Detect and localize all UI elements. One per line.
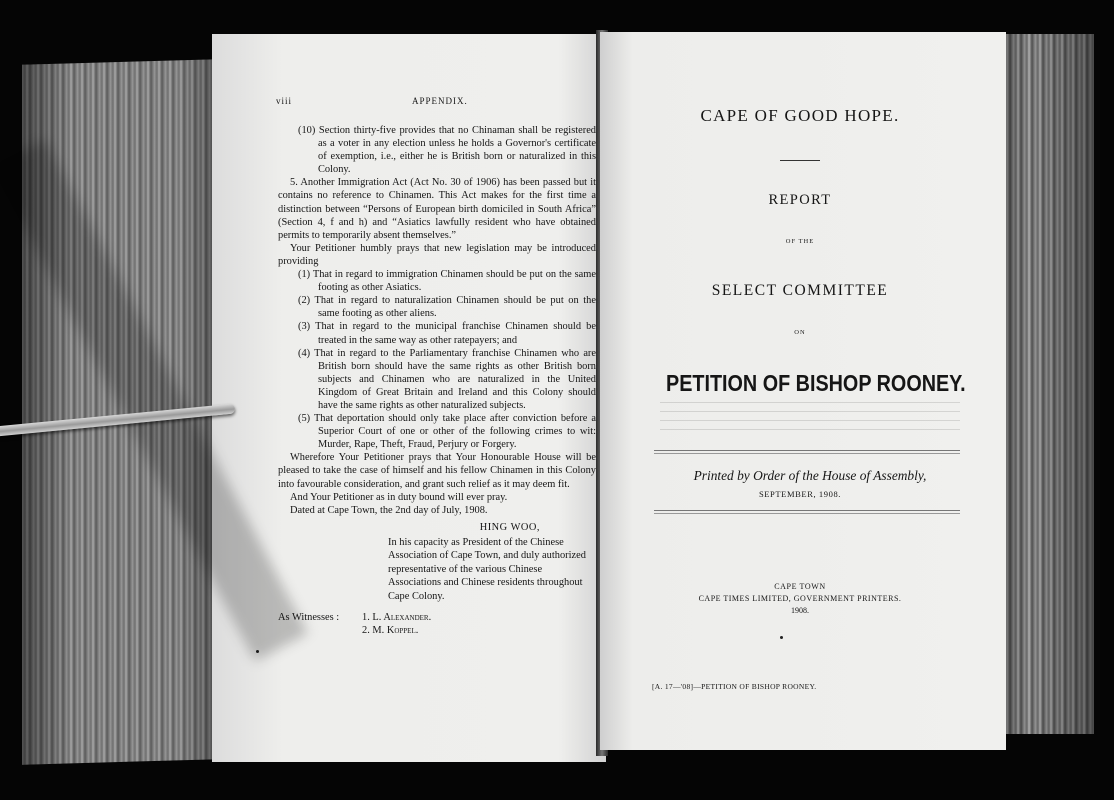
double-rule-bottom-inner	[654, 513, 960, 514]
left-page	[212, 34, 606, 762]
petition-text	[278, 124, 596, 517]
page-speck	[780, 636, 783, 639]
signature-capacity: In his capacity as President of the Chinese Association of Cape Town, and duly authorized representative of the various Chinese Associations and Chinese residents throughout Cape Colony.	[388, 536, 586, 602]
double-rule-bottom	[654, 510, 960, 511]
petition-clause: (4) That in regard to the Parliamentary franchise Chinamen who are British born should have the same rights as other British born subjects and Chinamen who are naturalized in the United Kingdom of Great Britain and Ireland and this Colony should have the same rights as other naturalized subjects.	[298, 347, 596, 411]
printed-by-line: Printed by Order of the House of Assembly,	[693, 468, 927, 483]
publication-date: SEPTEMBER, 1908.	[758, 489, 842, 499]
on-label: ON	[794, 329, 806, 336]
witness-2: 2. M. Koppel.	[362, 625, 419, 637]
imprint-year: 1908.	[791, 606, 809, 615]
petition-clause: (3) That in regard to the municipal franchise Chinamen should be treated in the same way as other ratepayers; and	[298, 321, 596, 346]
witness-label: As Witnesses :	[278, 611, 340, 623]
right-page-edges	[1002, 34, 1094, 734]
left-page-body	[278, 124, 596, 637]
committee-heading: SELECT COMMITTEE	[711, 282, 889, 299]
page-footer: [A. 17—'08]—PETITION OF BISHOP ROONEY.	[652, 682, 817, 691]
page-number: viii	[276, 96, 293, 106]
title-page	[630, 32, 970, 750]
petition-paragraph: Dated at Cape Town, the 2nd day of July, 1908.	[290, 504, 488, 516]
petition-paragraph: 5. Another Immigration Act (Act No. 30 of 1906) has been passed but it contains no reference to Chinamen. This Act makes for the first time a distinction between “Persons of European birth domiciled in South Africa” (Section 4, f and h) and “Asiatics lawfully resident who have obtained permits to temporarily absent themselves.”	[278, 177, 596, 241]
petition-clause: (5) That deportation should only take place after conviction before a Superior Court of one or other of the following crimes to wit: Murder, Rape, Theft, Fraud, Perjury or Forgery.	[298, 413, 596, 451]
petition-paragraph: Your Petitioner humbly prays that new legislation may be introduced providing	[278, 242, 596, 267]
colony-title: CAPE OF GOOD HOPE.	[700, 106, 900, 125]
right-page	[600, 32, 1006, 750]
petition-paragraph: Wherefore Your Petitioner prays that Your Honourable House will be pleased to take the case of himself and his fellow Chinamen in this Colony into favourable consideration, and grant such relief as it may deem fit.	[278, 452, 596, 490]
show-through-text	[660, 402, 960, 446]
running-head-title: APPENDIX.	[412, 96, 468, 106]
witness-1: 1. L. Alexander.	[362, 611, 432, 623]
petition-title: PETITION OF BISHOP ROONEY.	[666, 370, 966, 396]
of-the-label: OF THE	[785, 238, 815, 245]
petition-clause: (10) Section thirty-five provides that no Chinaman shall be registered as a voter in any election unless he holds a Governor's certificate of exemption, i.e., either he is British born or naturalized in this Colony.	[298, 125, 596, 176]
signature-name: HING WOO,	[479, 521, 540, 533]
witness-names	[362, 611, 431, 637]
divider-rule	[780, 160, 820, 161]
imprint-printers: CAPE TIMES LIMITED, GOVERNMENT PRINTERS.	[698, 594, 902, 603]
report-heading: REPORT	[768, 192, 832, 208]
imprint-city: CAPE TOWN	[774, 582, 826, 591]
double-rule-top	[654, 450, 960, 451]
witness-block	[278, 611, 596, 637]
double-rule-top-inner	[654, 453, 960, 454]
petition-paragraph: And Your Petitioner as in duty bound will ever pray.	[290, 491, 508, 503]
petition-clause: (1) That in regard to immigration Chinamen should be put on the same footing as other Asiatics.	[298, 269, 596, 294]
petition-clause: (2) That in regard to naturalization Chinamen should be put on the same footing as other aliens.	[298, 295, 596, 320]
